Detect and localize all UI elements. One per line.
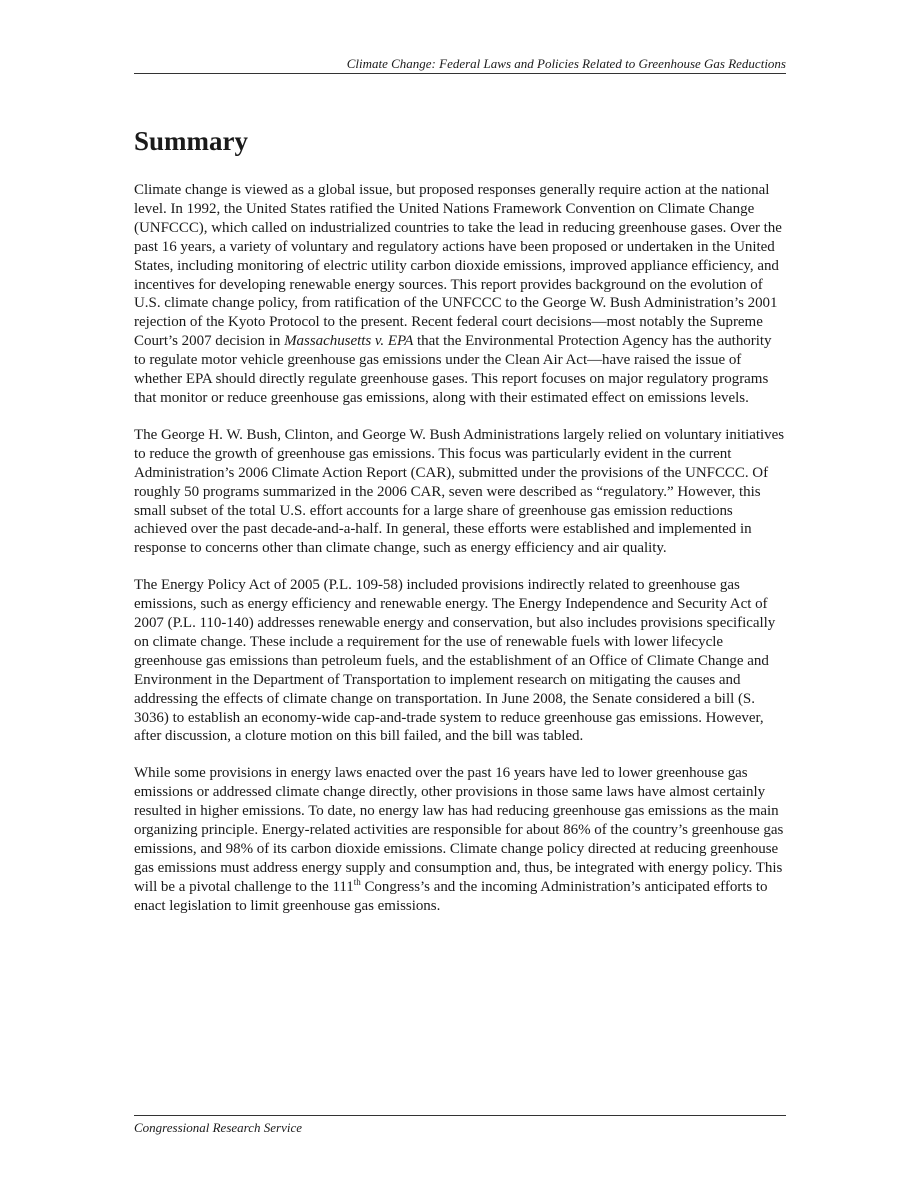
footer-rule — [134, 1115, 786, 1116]
paragraph-text: While some provisions in energy laws enacted over the past 16 years have led to lower greenhouse gas emissions or addressed climate change directly, other provisions in those same laws have almost certainly resulted in higher emissions. To date, no energy law has had reducing greenhouse gas emissions as the main organizing principle. Energy-related activities are responsible for about 86% of the country’s greenhouse gas emissions, and 98% of its carbon dioxide emissions. Climate change policy directed at reducing greenhouse gas emissions must address energy supply and consumption and, thus, be integrated with energy policy. This will be a pivotal challenge to the 111 — [134, 765, 784, 895]
footer-publisher: Congressional Research Service — [134, 1120, 302, 1135]
summary-paragraph-4 — [134, 764, 786, 915]
running-header-title: Climate Change: Federal Laws and Policies Related to Greenhouse Gas Reductions — [346, 56, 786, 71]
paragraph-text: that the Environmental Protection Agency has the authority to regulate motor vehicle greenhouse gas emissions under the Clean Air Act—have raised the issue of whether EPA should directly regulate greenhouse gases. This report focuses on major regulatory programs that monitor or reduce greenhouse gas emissions, along with their estimated effect on emissions levels. — [134, 333, 772, 406]
running-header — [134, 56, 786, 74]
summary-paragraph-1 — [134, 181, 786, 408]
summary-paragraph-3: The Energy Policy Act of 2005 (P.L. 109-58) included provisions indirectly related to greenhouse gas emissions, such as energy efficiency and renewable energy. The Energy Independence and Security Act of 2007 (P.L. 110-140) addresses renewable energy and conservation, but also includes provisions specifically on climate change. These include a requirement for the use of renewable fuels with lower lifecycle greenhouse gas emissions than petroleum fuels, and the establishment of an Office of Climate Change and Environment in the Department of Transportation to implement research on mitigating the causes and addressing the effects of climate change on transportation. In June 2008, the Senate considered a bill (S. 3036) to establish an economy-wide cap-and-trade system to reduce greenhouse gas emissions. However, after discussion, a cloture motion on this bill failed, and the bill was tabled. — [134, 577, 776, 745]
section-title: Summary — [134, 126, 248, 156]
summary-paragraph-2: The George H. W. Bush, Clinton, and George W. Bush Administrations largely relied on voluntary initiatives to reduce the growth of greenhouse gas emissions. This focus was particularly evident in the current Administration’s 2006 Climate Action Report (CAR), submitted under the provisions of the UNFCCC. Of roughly 50 programs summarized in the 2006 CAR, seven were described as “regulatory.” However, this small subset of the total U.S. effort accounts for a large share of greenhouse gas emission reductions achieved over the past decade-and-a-half. In general, these efforts were established and implemented in response to concerns other than climate change, such as energy efficiency and air quality. — [134, 426, 785, 557]
ordinal-suffix: th — [353, 876, 361, 887]
paragraph-text: Climate change is viewed as a global issue, but proposed responses generally require action at the national level. In 1992, the United States ratified the United Nations Framework Convention on Climate Change (UNFCCC), which called on industrialized countries to take the lead in reducing greenhouse gases. Over the past 16 years, a variety of voluntary and regulatory actions have been proposed or undertaken in the United States, including monitoring of electric utility carbon dioxide emissions, improved appliance efficiency, and incentives for developing renewable energy sources. This report provides background on the evolution of U.S. climate change policy, from ratification of the UNFCCC to the George W. Bush Administration’s 2001 rejection of the Kyoto Protocol to the present. Recent federal court decisions—most notably the Supreme Court’s 2007 decision in — [134, 182, 782, 350]
case-name: Massachusetts v. EPA — [284, 333, 414, 350]
page-body — [134, 124, 786, 934]
paragraph-text: Congress’s and the incoming Administration’s anticipated efforts to enact legislation to limit greenhouse gas emissions. — [134, 878, 768, 914]
